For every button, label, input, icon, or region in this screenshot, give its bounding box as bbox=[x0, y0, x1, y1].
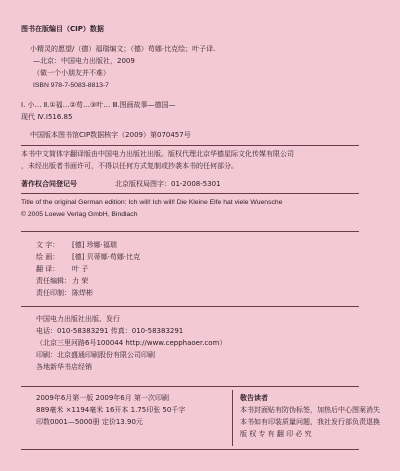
publisher-line: 印刷：北京盛通印刷股份有限公司印刷 bbox=[36, 351, 155, 359]
original-title: Title of the original German edition: Ich will! Ich will! Die Kleine Elfe hat viele Wuensche bbox=[21, 199, 283, 206]
credit-row bbox=[36, 241, 117, 250]
credit-role: 责任印制： bbox=[36, 289, 71, 297]
edition-line: 889毫米 ×1194毫米 16开本 1.75印张 50千字 bbox=[36, 406, 186, 414]
cip-header: 图书在版编目（CIP）数据 bbox=[21, 25, 104, 33]
publisher-line: 电话：010-58383291 传真：010-58383291 bbox=[36, 327, 184, 335]
divider bbox=[21, 449, 359, 450]
divider bbox=[21, 386, 359, 387]
divider bbox=[21, 306, 359, 307]
cip-line: —北京：中国电力出版社，2009 bbox=[33, 57, 135, 65]
credit-name: [德] 珍娜·福瑞 bbox=[72, 241, 117, 249]
credit-name: 力 荣 bbox=[72, 277, 89, 285]
credit-name: 陈焊彬 bbox=[72, 289, 93, 297]
cip-line: 小精灵的愿望/（德）福瑞编文；（德）苟娜·比克绘；叶子译. bbox=[30, 45, 216, 53]
cip-core-data: 中国版本图书馆CIP数据核字（2009）第070457号 bbox=[30, 131, 191, 139]
credit-name: 叶 子 bbox=[72, 265, 89, 273]
license-text: 本书中文简体字翻译版由中国电力出版社出版。版权代理北京华德星际文化传媒有限公司 bbox=[21, 150, 294, 158]
publisher-line: （北京三里河路6号100044 http://www.cepphaoer.com） bbox=[36, 339, 227, 347]
publisher-line: 各地新华书店经销 bbox=[36, 363, 92, 371]
credit-name: [德] 贝蒂娜·苟娜·比克 bbox=[72, 253, 141, 261]
publisher-line: 中国电力出版社出版、发行 bbox=[36, 315, 120, 323]
credit-row bbox=[36, 253, 140, 262]
divider bbox=[21, 145, 359, 146]
notice-line: 版 权 专 有 翻 印 必 究 bbox=[240, 430, 312, 438]
cip-classification: Ⅰ. 小… Ⅱ.①福…②苟…③叶… Ⅲ.图画故事—德国— bbox=[21, 101, 176, 109]
credit-row bbox=[36, 265, 88, 274]
cip-isbn: ISBN 978-7-5083-8813-7 bbox=[33, 82, 109, 89]
edition-line: 2009年6月第一版 2009年6月 第一次印刷 bbox=[36, 394, 169, 402]
original-copyright: © 2005 Loewe Verlag GmbH, Bindlach bbox=[21, 211, 138, 218]
credit-row bbox=[36, 289, 93, 298]
license-text: ，未经出版者书面许可，不得以任何方式复制或抄袭本书的任何部分。 bbox=[21, 162, 238, 170]
divider bbox=[21, 231, 359, 232]
divider bbox=[21, 193, 359, 194]
cip-classification: 现代 Ⅳ.I516.85 bbox=[21, 113, 73, 121]
notice-title: 敬告读者 bbox=[240, 394, 268, 402]
credit-role: 翻 译： bbox=[36, 265, 60, 273]
notice-line: 本书如有印装质量问题，我社发行部负责退换 bbox=[240, 418, 380, 426]
credit-row bbox=[36, 277, 88, 286]
notice-line: 本书封面贴有防伪标签，加热后中心图案消失 bbox=[240, 406, 380, 414]
credit-role: 绘 画： bbox=[36, 253, 60, 261]
credit-role: 责任编辑： bbox=[36, 277, 71, 285]
registration-value: 北京版权局图字：01-2008-5301 bbox=[115, 180, 221, 188]
registration-label: 著作权合同登记号 bbox=[21, 180, 77, 188]
cip-line: （做一个小朋友并不难） bbox=[33, 69, 110, 77]
column-divider bbox=[232, 390, 233, 446]
credit-role: 文 字： bbox=[36, 241, 60, 249]
edition-line: 印数0001—5000册 定价13.90元 bbox=[36, 418, 143, 426]
